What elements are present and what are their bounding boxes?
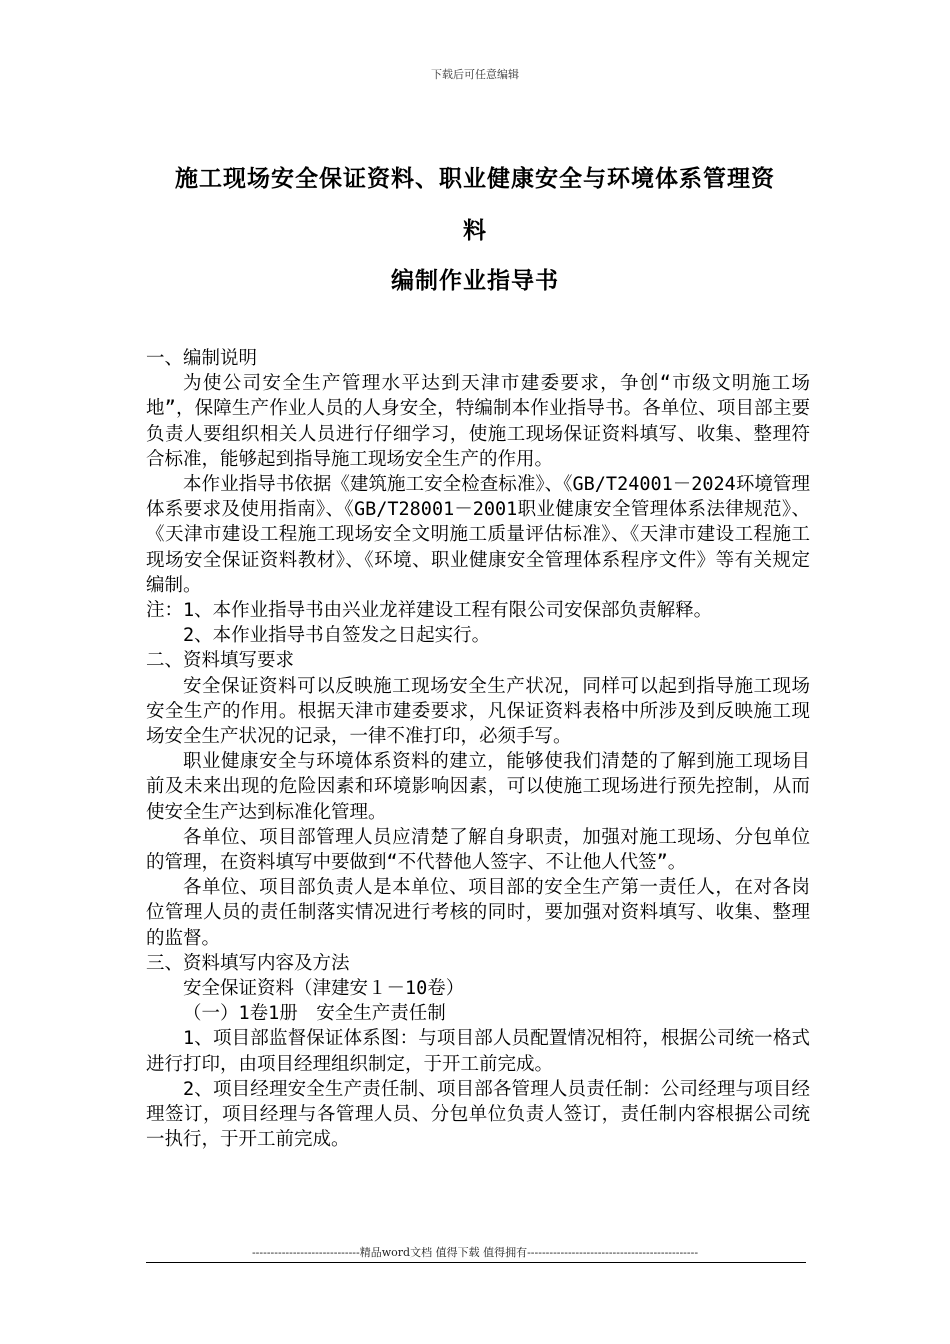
note-2: 2、本作业指导书自签发之日起实行。 — [183, 625, 491, 647]
subheading: 安全保证资料（津建安１－10卷） — [183, 978, 465, 1000]
section-heading-1: 一、编制说明 — [146, 348, 258, 369]
paragraph: 职业健康安全与环境体系资料的建立，能够使我们清楚的了解到施工现场目前及未来出现的危险因素和环境影响因素，可以使施工现场进行预先控制，从而使安全生产达到标准化管理。 — [146, 751, 810, 823]
document-title-line-2: 料 — [463, 218, 487, 244]
paragraph: 各单位、项目部管理人员应清楚了解自身职责，加强对施工现场、分包单位的管理，在资料填写中要做到“不代替他人签字、不让他人代签”。 — [146, 826, 810, 874]
section-heading-3: 三、资料填写内容及方法 — [146, 952, 350, 974]
paragraph: 安全保证资料可以反映施工现场安全生产状况，同样可以起到指导施工现场安全生产的作用。根据天津市建委要求，凡保证资料表格中所涉及到反映施工现场安全生产状况的记录，一律不准打印，必须手写。 — [146, 675, 810, 748]
document-body — [146, 346, 810, 1153]
list-item: 2、项目经理安全生产责任制、项目部各管理人员责任制：公司经理与项目经理签订，项目经理与各管理人员、分包单位负责人签订，责任制内容根据公司统一执行，于开工前完成。 — [146, 1078, 810, 1151]
document-title-line-1: 施工现场安全保证资料、职业健康安全与环境体系管理资 — [175, 166, 775, 192]
list-item: 1、项目部监督保证体系图：与项目部人员配置情况相符，根据公司统一格式进行打印，由项目经理组织制定，于开工前完成。 — [146, 1028, 810, 1075]
document-subtitle: 编制作业指导书 — [391, 268, 559, 294]
paragraph: 本作业指导书依据《建筑施工安全检查标准》、《GB/T24001－2024环境管理体系要求及使用指南》、《GB/T28001－2001职业健康安全管理体系法律规范》、《天津市建设工程施工现场安全文明施工质量评估标准》、《天津市建设工程施工现场安全保证资料教材》、《环境、职业健康安全管理体系程序文件》等有关规定编制。 — [146, 474, 810, 596]
header-note: 下载后可任意编辑 — [431, 68, 519, 81]
paragraph: 各单位、项目部负责人是本单位、项目部的安全生产第一责任人，在对各岗位管理人员的责任制落实情况进行考核的同时，要加强对资料填写、收集、整理的监督。 — [146, 877, 810, 949]
footer-text: -----------------------------精品word文档 值得下载 值得拥有---------------------------------------------- — [251, 1246, 699, 1259]
note-1: 注：1、本作业指导书由兴业龙祥建设工程有限公司安保部负责解释。 — [146, 600, 713, 622]
paragraph: 为使公司安全生产管理水平达到天津市建委要求，争创“市级文明施工场地”，保障生产作业人员的人身安全，特编制本作业指导书。各单位、项目部主要负责人要组织相关人员进行仔细学习，使施工现场保证资料填写、收集、整理符合标准，能够起到指导施工现场安全生产的作用。 — [146, 373, 810, 470]
footer-divider — [146, 1262, 806, 1263]
section-heading-2: 二、资料填写要求 — [146, 650, 295, 672]
subheading: （一）1卷1册 安全生产责任制 — [183, 1003, 446, 1025]
